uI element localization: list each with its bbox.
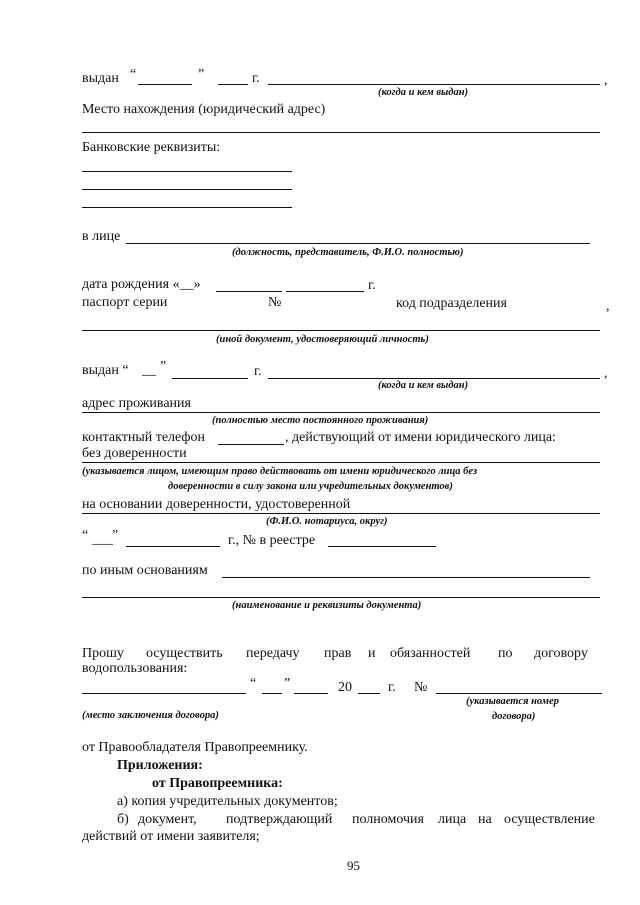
- page-number: 95: [347, 858, 360, 873]
- issued2-quote-close: ”: [160, 359, 167, 374]
- other-grounds-line-2[interactable]: [82, 597, 600, 598]
- no-poa-caption-1: (указывается лицом, имеющим право действовать от имени юридического лица без: [82, 466, 478, 477]
- no-poa-line[interactable]: [82, 462, 600, 463]
- issued-by-line[interactable]: [268, 84, 600, 85]
- contract-number-line[interactable]: [436, 693, 602, 694]
- issued2-label: выдан “: [82, 363, 129, 378]
- contract-place-line[interactable]: [82, 693, 246, 694]
- contract-quote-open: “: [250, 676, 257, 691]
- contract-year-prefix: 20: [338, 680, 352, 695]
- issued2-caption: (когда и кем выдан): [378, 380, 469, 391]
- representative-line[interactable]: [126, 243, 590, 244]
- no-poa-label: без доверенности: [82, 446, 187, 461]
- attachment-b-word-5: лица: [438, 812, 467, 827]
- birth-date-label: дата рождения «__»: [82, 277, 201, 292]
- issued-month-line[interactable]: [218, 84, 248, 85]
- issued-caption: (когда и кем выдан): [378, 87, 469, 98]
- issued-label: выдан: [82, 71, 119, 86]
- bank-details-label: Банковские реквизиты:: [82, 140, 221, 155]
- issued2-by-line[interactable]: [268, 378, 600, 379]
- poa-caption: (Ф.И.О. нотариуса, округ): [266, 516, 388, 527]
- other-grounds-line[interactable]: [222, 577, 590, 578]
- passport-line[interactable]: [82, 330, 600, 331]
- poa-quote-open: “: [82, 528, 89, 543]
- from-line: от Правообладателя Правопреемнику.: [82, 740, 308, 755]
- poa-quote-close: ”: [112, 528, 119, 543]
- attachment-b-word-6: на: [478, 812, 492, 827]
- contract-number-label: №: [414, 680, 428, 695]
- attachment-b-line-2: действий от имени заявителя;: [82, 829, 260, 844]
- contact-phone-line[interactable]: [218, 444, 284, 445]
- poa-registry-label: г., № в реестре: [228, 533, 316, 548]
- contract-number-caption-1: (указывается номер: [466, 696, 559, 707]
- birth-year-suffix: г.: [368, 278, 376, 293]
- issued2-comma: ,: [604, 366, 608, 381]
- legal-address-label: Место нахождения (юридический адрес): [82, 102, 326, 117]
- issued2-day[interactable]: __: [142, 363, 156, 378]
- passport-dept-label: код подразделения: [396, 296, 507, 311]
- contract-place-caption: (место заключения договора): [82, 710, 219, 721]
- issued-quote-open: “: [130, 67, 137, 82]
- no-poa-caption-2: доверенности в силу закона или учредительных документов): [168, 481, 453, 492]
- request-word-4: прав: [324, 646, 352, 661]
- residence-label: адрес проживания: [82, 396, 191, 411]
- birth-month-line[interactable]: [216, 291, 282, 292]
- contact-suffix: , действующий от имени юридического лица:: [285, 430, 556, 445]
- attachments-heading: Приложения:: [117, 758, 203, 773]
- poa-label: на основании доверенности, удостоверенной: [82, 497, 351, 512]
- legal-address-line[interactable]: [82, 132, 600, 133]
- contract-day-line[interactable]: [262, 693, 282, 694]
- request-word-7: по: [498, 646, 513, 661]
- contact-phone-label: контактный телефон: [82, 430, 205, 445]
- contract-year-suffix: г.: [388, 680, 396, 695]
- birth-year-line[interactable]: [286, 291, 364, 292]
- residence-caption: (полностью место постоянного проживания): [212, 415, 429, 426]
- request-word-3: передачу: [246, 646, 300, 661]
- poa-month-line[interactable]: [126, 546, 220, 547]
- representative-caption: (должность, представитель, Ф.И.О. полностью): [232, 247, 464, 258]
- representative-label: в лице: [82, 229, 121, 244]
- other-grounds-caption: (наименование и реквизиты документа): [232, 600, 422, 611]
- attachments-subheading: от Правопреемника:: [152, 776, 283, 791]
- passport-comma: ,: [606, 299, 610, 314]
- bank-line-2[interactable]: [82, 189, 292, 190]
- issued-comma: ,: [604, 73, 608, 88]
- issued-year-suffix: г.: [252, 71, 260, 86]
- issued2-year-suffix: г.: [254, 364, 262, 379]
- contract-quote-close: ”: [284, 676, 291, 691]
- issued-quote-close: ”: [198, 67, 205, 82]
- attachment-b-word-3: подтверждающий: [226, 812, 333, 827]
- attachment-b-word-2: документ,: [138, 812, 197, 827]
- request-word-5: и: [368, 646, 376, 661]
- attachment-b-word-1: б): [117, 812, 129, 827]
- poa-registry-line[interactable]: [328, 546, 436, 547]
- attachment-b-word-4: полномочия: [352, 812, 424, 827]
- passport-number-label: №: [268, 295, 282, 310]
- request-line-2: водопользования:: [82, 661, 188, 676]
- passport-caption: (иной документ, удостоверяющий личность): [216, 334, 429, 345]
- bank-line-3[interactable]: [82, 207, 292, 208]
- attachment-item-a: а) копия учредительных документов;: [117, 794, 338, 809]
- issued-day-line[interactable]: [138, 84, 192, 85]
- request-word-6: обязанностей: [390, 646, 471, 661]
- other-grounds-label: по иным основаниям: [82, 563, 208, 578]
- request-word-8: договору: [534, 646, 588, 661]
- attachment-b-word-7: осуществление: [504, 812, 595, 827]
- contract-month-line[interactable]: [294, 693, 328, 694]
- request-word-2: осуществить: [146, 646, 223, 661]
- contract-number-caption-2: договора): [492, 711, 536, 722]
- request-word-1: Прошу: [82, 646, 124, 661]
- residence-line[interactable]: [82, 412, 600, 413]
- poa-day[interactable]: ___: [92, 532, 113, 547]
- passport-series-label: паспорт серии: [82, 295, 168, 310]
- contract-year-line[interactable]: [358, 693, 380, 694]
- issued2-month-line[interactable]: [172, 378, 248, 379]
- bank-line-1[interactable]: [82, 171, 292, 172]
- poa-line[interactable]: [82, 513, 600, 514]
